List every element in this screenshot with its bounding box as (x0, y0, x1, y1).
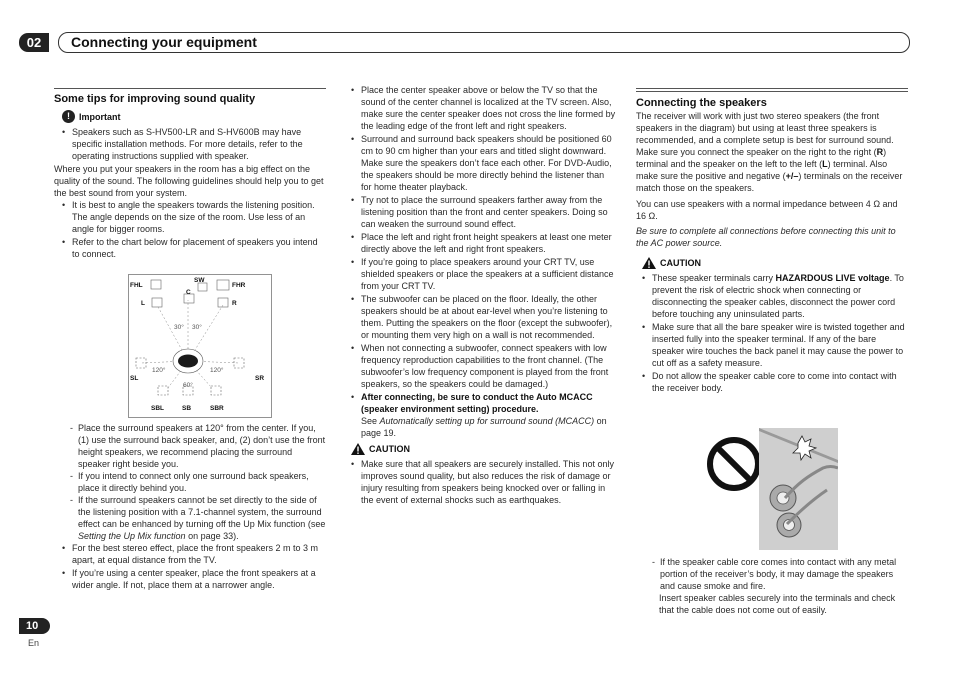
chapter-title: Connecting your equipment (71, 34, 257, 50)
angle-30-right: 30° (192, 324, 202, 331)
terminal-l: L (822, 159, 828, 169)
speaker-box-sw (198, 283, 207, 291)
tip-item: • Place the center speaker above or below the TV so that the sound of the center channel is localized at the TV screen. Also, make sure the center speaker does not cross the line formed by the leading edge of the front left and right speakers. (351, 84, 617, 132)
caution-label: CAUTION (660, 258, 701, 268)
label-l: L (141, 300, 145, 307)
label-sb: SB (182, 405, 192, 412)
language-code: En (28, 638, 40, 648)
tip-item: • Try not to place the surround speakers farther away from the listening position than the front and center speakers. Doing so can weaken the surround sound effect. (351, 194, 617, 230)
angle-60: 60° (183, 382, 193, 389)
label-sw: SW (194, 277, 205, 284)
prohibition-illustration (703, 428, 838, 550)
cross-reference: Setting the Up Mix function (78, 531, 186, 541)
right-column (636, 88, 908, 395)
note-text: on page 33). (185, 531, 239, 541)
tip-item: • For the best stereo effect, place the front speakers 2 m to 3 m apart, at equal distance from the TV. (62, 542, 326, 566)
terminal-r: R (876, 147, 884, 157)
caution-icon (351, 443, 365, 455)
angle-120-right: 120° (210, 367, 224, 374)
important-item: • Speakers such as S-HV500-LR and S-HV600B may have specific installation methods. For more details, refer to the operating instructions supplied with speaker. (62, 126, 326, 162)
angle-30-left: 30° (174, 324, 184, 331)
tip-item: • If you’re going to place speakers around your CRT TV, use shielded speakers or place the speakers at a sufficient distance from your CRT TV. (351, 256, 617, 292)
mcacc-instruction: After connecting, be sure to conduct the Auto MCACC (speaker environment setting) procedure. (361, 392, 593, 414)
tip-item: • Refer to the chart below for placement of speakers you intend to connect. (62, 236, 326, 260)
tip-item: • If you’re using a center speaker, place the front speakers at a wider angle. If not, place them at a narrower angle. (62, 567, 326, 591)
mcacc-item (351, 391, 617, 439)
caution-item (642, 272, 908, 320)
tip-item: • Surround and surround back speakers should be positioned 60 cm to 90 cm higher than your ears and titled slight downward. Make sure the speakers don’t face each other. For DVD-Audio, the speakers should be more directly behind the listener than for home theater playback. (351, 133, 617, 193)
caution-label: CAUTION (369, 444, 410, 454)
intro-text: Where you put your speakers in the room has a big effect on the quality of the sound. The following guidelines should help you to get the best sound from your system. (54, 164, 324, 198)
text-run: ) terminal and the speaker on the left to the left ( (636, 147, 887, 169)
label-r: R (232, 300, 237, 307)
section-rule (636, 91, 908, 92)
section-rule (54, 88, 326, 89)
chapter-header (58, 32, 910, 53)
listener-head (178, 355, 198, 368)
important-icon: ! (62, 110, 75, 123)
see-text: See (361, 416, 380, 426)
caution-item: • Do not allow the speaker cable core to come into contact with the receiver body. (642, 370, 908, 394)
tip-item: • The subwoofer can be placed on the floor. Ideally, the other speakers should be at about ear-level when you’re listening to them. Putting the speakers on the floor (except the subwoofer), or mounting them very high on a wall is not recommended. (351, 293, 617, 341)
impedance-text: You can use speakers with a normal impedance between 4 Ω and 16 Ω. (636, 199, 898, 221)
left-column-lower (54, 422, 326, 592)
placement-note (70, 494, 326, 542)
section-heading: Some tips for improving sound quality (54, 93, 256, 105)
caution-item: • Make sure that all the bare speaker wire is twisted together and inserted fully into the speaker terminal. If any of the bare speaker wire touches the back panel it may cause the power to cut off as a safety measure. (642, 321, 908, 369)
hazard-text: HAZARDOUS LIVE voltage (775, 273, 890, 283)
tip-item: • When not connecting a subwoofer, connect speakers with low frequency reproduction capabilities to the front channel. (The subwoofer’s low frequency component is played from the front speakers, so the speakers could be damaged.) (351, 342, 617, 390)
caution-note: Insert speaker cables securely into the terminals and check that the cable does not come out of easily. (659, 593, 896, 615)
caution-icon (642, 257, 656, 269)
chapter-badge: 02 (19, 33, 49, 52)
speaker-box-fhl (151, 280, 161, 289)
caution-notice (642, 257, 908, 269)
label-fhl: FHL (130, 282, 143, 289)
tip-item: • Place the left and right front height speakers at least one meter directly above the left and right front speakers. (351, 231, 617, 255)
section-heading: Connecting the speakers (636, 97, 767, 109)
left-column (54, 88, 326, 261)
label-sr: SR (255, 375, 265, 382)
speaker-box-sl (136, 358, 146, 368)
page-number: 10 (19, 618, 50, 634)
speaker-box-sbl (158, 386, 168, 395)
power-note: Be sure to complete all connections before connecting this unit to the AC power source. (636, 226, 896, 248)
text-run: These speaker terminals carry (652, 273, 776, 283)
label-c: C (186, 289, 191, 296)
speaker-box-l (152, 298, 162, 307)
angle-120-left: 120° (152, 367, 166, 374)
see-text: on page 19. (361, 416, 607, 438)
speaker-box-sbr (211, 386, 221, 395)
caution-note: - If the speaker cable core comes into contact with any metal portion of the receiver’s body, it may damage the speakers and cause smoke and fire. (652, 556, 908, 592)
speaker-box-fhr (217, 280, 229, 290)
placement-note: - Place the surround speakers at 120° from the center. If you, (1) use the surround back speaker, and, (2) don’t use the front height speakers, we recommend placing the surround speaker right beside you. (70, 422, 326, 470)
middle-column (351, 84, 617, 507)
important-label: Important (79, 111, 121, 122)
caution-notice (351, 443, 617, 455)
speaker-box-sr (234, 358, 244, 368)
tip-item: • It is best to angle the speakers towards the listening position. The angle depends on the size of the room. Use less of an angle for bigger rooms. (62, 199, 326, 235)
text-run: Make sure you connect the speaker on the right to the right ( (636, 147, 877, 157)
label-sbl: SBL (151, 405, 164, 412)
body-text: The receiver will work with just two stereo speakers (the front speakers in the diagram) but using at least three speakers is recommended, and a complete setup is best for surround sound. (636, 111, 894, 145)
text-run: ) terminal. Also make sure the positive and negative ( (636, 159, 888, 181)
note-text: If the surround speakers cannot be set directly to the side of the listening position with a 7.1-channel system, the surround effect can be enhanced by turning off the Up Mix function (see (78, 495, 326, 529)
cross-reference: Automatically setting up for surround sound (MCACC) (379, 416, 595, 426)
polarity: +/– (785, 171, 799, 181)
speaker-placement-diagram (128, 274, 272, 418)
text-run: . To prevent the risk of electric shock when connecting or disconnecting the speaker cables, disconnect the power cord before touching any uninsulated parts. (652, 273, 904, 319)
placement-note: - If you intend to connect only one surround back speakers, place it directly behind you. (70, 470, 326, 494)
speaker-box-r (218, 298, 228, 307)
text-run: ) terminals on the receiver match those on the speakers. (636, 171, 903, 193)
label-sbr: SBR (210, 405, 224, 412)
label-sl: SL (130, 375, 139, 382)
right-column-lower (652, 556, 908, 616)
label-fhr: FHR (232, 282, 246, 289)
caution-item: • Make sure that all speakers are securely installed. This not only improves sound quality, but also reduces the risk of damage or injury resulting from speakers being knocked over or falling in the event of external shocks such as earthquakes. (351, 458, 617, 506)
body-text (636, 146, 908, 194)
important-notice (62, 110, 326, 123)
section-rule (636, 88, 908, 89)
